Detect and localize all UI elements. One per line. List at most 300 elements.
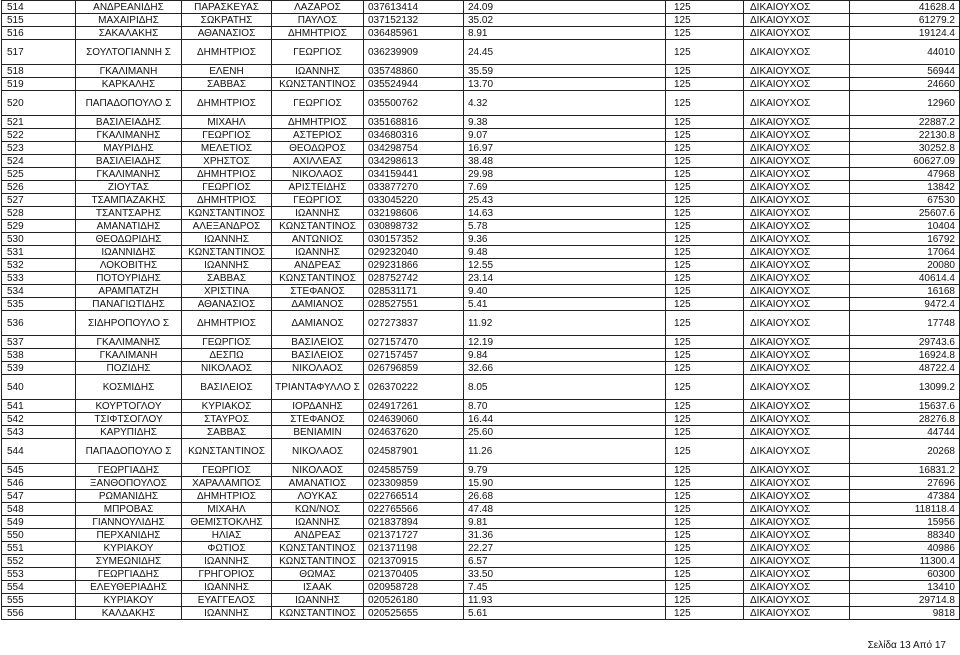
cell-count: 125: [666, 65, 744, 78]
cell-count: 125: [666, 607, 744, 620]
table-row: [2, 490, 960, 503]
cell-type: ΔΙΚΑΙΟΥΧΟΣ: [744, 65, 850, 78]
cell-count: 125: [666, 555, 744, 568]
table-row: [2, 529, 960, 542]
cell-count: 125: [666, 426, 744, 439]
cell-surname: ΕΛΕΥΘΕΡΙΑΔΗΣ: [76, 581, 182, 594]
table-row: [2, 259, 960, 272]
cell-num: 535: [2, 298, 76, 311]
cell-decimal: 9.84: [464, 349, 666, 362]
cell-num: 545: [2, 464, 76, 477]
cell-count: 125: [666, 246, 744, 259]
cell-father: ΘΩΜΑΣ: [272, 568, 364, 581]
table-row: [2, 400, 960, 413]
cell-code: 021370915: [364, 555, 464, 568]
cell-num: 548: [2, 503, 76, 516]
cell-type: ΔΙΚΑΙΟΥΧΟΣ: [744, 516, 850, 529]
cell-num: 523: [2, 142, 76, 155]
cell-decimal: 24.09: [464, 1, 666, 14]
cell-surname: ΓΚΑΛΙΜΑΝΗ: [76, 349, 182, 362]
table-row: [2, 246, 960, 259]
cell-decimal: 25.60: [464, 426, 666, 439]
cell-amount: 22887.2: [850, 116, 960, 129]
table-row: [2, 142, 960, 155]
page-footer: Σελίδα 13 Από 17: [867, 640, 946, 651]
cell-amount: 44744: [850, 426, 960, 439]
cell-type: ΔΙΚΑΙΟΥΧΟΣ: [744, 490, 850, 503]
cell-code: 028527551: [364, 298, 464, 311]
cell-amount: 15637.6: [850, 400, 960, 413]
table-row: [2, 285, 960, 298]
cell-amount: 9818: [850, 607, 960, 620]
table-row: [2, 542, 960, 555]
cell-father: ΙΣΑΑΚ: [272, 581, 364, 594]
cell-type: ΔΙΚΑΙΟΥΧΟΣ: [744, 207, 850, 220]
cell-num: 544: [2, 439, 76, 464]
cell-father: ΚΩΝ/ΝΟΣ: [272, 503, 364, 516]
cell-num: 527: [2, 194, 76, 207]
cell-num: 521: [2, 116, 76, 129]
cell-num: 525: [2, 168, 76, 181]
table-row: [2, 581, 960, 594]
cell-decimal: 35.02: [464, 14, 666, 27]
cell-father: ΘΕΟΔΩΡΟΣ: [272, 142, 364, 155]
table-row: [2, 503, 960, 516]
cell-amount: 9472.4: [850, 298, 960, 311]
cell-father: ΑΝΤΩΝΙΟΣ: [272, 233, 364, 246]
cell-father: ΔΑΜΙΑΝΟΣ: [272, 311, 364, 336]
cell-num: 514: [2, 1, 76, 14]
cell-amount: 60300: [850, 568, 960, 581]
cell-type: ΔΙΚΑΙΟΥΧΟΣ: [744, 594, 850, 607]
cell-father: ΒΑΣΙΛΕΙΟΣ: [272, 336, 364, 349]
table-row: [2, 155, 960, 168]
cell-decimal: 26.68: [464, 490, 666, 503]
cell-num: 516: [2, 27, 76, 40]
table-row: [2, 464, 960, 477]
cell-father: ΝΙΚΟΛΑΟΣ: [272, 439, 364, 464]
cell-father: ΓΕΩΡΓΙΟΣ: [272, 40, 364, 65]
cell-num: 552: [2, 555, 76, 568]
cell-name: ΗΛΙΑΣ: [182, 529, 272, 542]
cell-count: 125: [666, 272, 744, 285]
cell-decimal: 7.69: [464, 181, 666, 194]
cell-count: 125: [666, 233, 744, 246]
cell-name: ΔΗΜΗΤΡΙΟΣ: [182, 194, 272, 207]
cell-code: 035168816: [364, 116, 464, 129]
cell-type: ΔΙΚΑΙΟΥΧΟΣ: [744, 607, 850, 620]
cell-code: 024587901: [364, 439, 464, 464]
cell-type: ΔΙΚΑΙΟΥΧΟΣ: [744, 78, 850, 91]
cell-name: ΔΗΜΗΤΡΙΟΣ: [182, 40, 272, 65]
cell-count: 125: [666, 78, 744, 91]
cell-num: 522: [2, 129, 76, 142]
cell-decimal: 33.50: [464, 568, 666, 581]
cell-name: ΙΩΑΝΝΗΣ: [182, 233, 272, 246]
cell-father: ΙΟΡΔΑΝΗΣ: [272, 400, 364, 413]
cell-father: ΙΩΑΝΝΗΣ: [272, 594, 364, 607]
cell-code: 037613414: [364, 1, 464, 14]
table-row: [2, 233, 960, 246]
cell-father: ΑΧΙΛΛΕΑΣ: [272, 155, 364, 168]
cell-surname: ΚΑΛΔΑΚΗΣ: [76, 607, 182, 620]
cell-type: ΔΙΚΑΙΟΥΧΟΣ: [744, 1, 850, 14]
cell-code: 026796859: [364, 362, 464, 375]
cell-father: ΔΗΜΗΤΡΙΟΣ: [272, 116, 364, 129]
cell-father: ΑΡΙΣΤΕΙΔΗΣ: [272, 181, 364, 194]
table-row: [2, 607, 960, 620]
table-row: [2, 207, 960, 220]
cell-surname: ΓΙΑΝΝΟΥΛΙΔΗΣ: [76, 516, 182, 529]
cell-code: 035500762: [364, 91, 464, 116]
cell-name: ΝΙΚΟΛΑΟΣ: [182, 362, 272, 375]
cell-decimal: 16.44: [464, 413, 666, 426]
cell-name: ΙΩΑΝΝΗΣ: [182, 259, 272, 272]
cell-name: ΧΑΡΑΛΑΜΠΟΣ: [182, 477, 272, 490]
table-row: [2, 594, 960, 607]
table-row: [2, 439, 960, 464]
cell-decimal: 6.57: [464, 555, 666, 568]
cell-amount: 22130.8: [850, 129, 960, 142]
cell-num: 534: [2, 285, 76, 298]
cell-code: 022766514: [364, 490, 464, 503]
cell-father: ΒΑΣΙΛΕΙΟΣ: [272, 349, 364, 362]
table-row: [2, 426, 960, 439]
cell-decimal: 11.92: [464, 311, 666, 336]
cell-amount: 10404: [850, 220, 960, 233]
cell-father: ΠΑΥΛΟΣ: [272, 14, 364, 27]
cell-amount: 61279.2: [850, 14, 960, 27]
cell-count: 125: [666, 207, 744, 220]
table-row: [2, 272, 960, 285]
cell-name: ΣΩΚΡΑΤΗΣ: [182, 14, 272, 27]
table-row: [2, 168, 960, 181]
cell-surname: ΒΑΣΙΛΕΙΑΔΗΣ: [76, 155, 182, 168]
cell-count: 125: [666, 194, 744, 207]
cell-type: ΔΙΚΑΙΟΥΧΟΣ: [744, 362, 850, 375]
cell-num: 551: [2, 542, 76, 555]
cell-decimal: 16.97: [464, 142, 666, 155]
cell-num: 518: [2, 65, 76, 78]
cell-type: ΔΙΚΑΙΟΥΧΟΣ: [744, 272, 850, 285]
cell-decimal: 4.32: [464, 91, 666, 116]
cell-father: ΝΙΚΟΛΑΟΣ: [272, 168, 364, 181]
cell-father: ΓΕΩΡΓΙΟΣ: [272, 91, 364, 116]
table-row: [2, 91, 960, 116]
cell-surname: ΚΥΡΙΑΚΟΥ: [76, 542, 182, 555]
cell-father: ΝΙΚΟΛΑΟΣ: [272, 362, 364, 375]
cell-code: 024585759: [364, 464, 464, 477]
cell-name: ΓΕΩΡΓΙΟΣ: [182, 336, 272, 349]
cell-name: ΣΤΑΥΡΟΣ: [182, 413, 272, 426]
cell-count: 125: [666, 542, 744, 555]
cell-name: ΕΛΕΝΗ: [182, 65, 272, 78]
cell-amount: 13410: [850, 581, 960, 594]
table-body: [2, 1, 960, 620]
cell-count: 125: [666, 181, 744, 194]
table-row: [2, 14, 960, 27]
table-row: [2, 220, 960, 233]
cell-amount: 47384: [850, 490, 960, 503]
cell-name: ΜΕΛΕΤΙΟΣ: [182, 142, 272, 155]
cell-type: ΔΙΚΑΙΟΥΧΟΣ: [744, 375, 850, 400]
cell-code: 028752742: [364, 272, 464, 285]
cell-name: ΔΕΣΠΩ: [182, 349, 272, 362]
cell-code: 037152132: [364, 14, 464, 27]
cell-name: ΓΕΩΡΓΙΟΣ: [182, 181, 272, 194]
cell-decimal: 38.48: [464, 155, 666, 168]
cell-num: 531: [2, 246, 76, 259]
cell-surname: ΠΑΠΑΔΟΠΟΥΛΟ Σ: [76, 91, 182, 116]
cell-type: ΔΙΚΑΙΟΥΧΟΣ: [744, 464, 850, 477]
cell-surname: ΠΑΠΑΔΟΠΟΥΛΟ Σ: [76, 439, 182, 464]
cell-num: 554: [2, 581, 76, 594]
cell-code: 020526180: [364, 594, 464, 607]
cell-name: ΣΑΒΒΑΣ: [182, 426, 272, 439]
cell-type: ΔΙΚΑΙΟΥΧΟΣ: [744, 194, 850, 207]
table-row: [2, 413, 960, 426]
cell-amount: 19124.4: [850, 27, 960, 40]
cell-amount: 67530: [850, 194, 960, 207]
cell-type: ΔΙΚΑΙΟΥΧΟΣ: [744, 529, 850, 542]
cell-amount: 56944: [850, 65, 960, 78]
cell-amount: 16924.8: [850, 349, 960, 362]
table-row: [2, 375, 960, 400]
cell-count: 125: [666, 336, 744, 349]
cell-amount: 29743.6: [850, 336, 960, 349]
cell-name: ΓΡΗΓΟΡΙΟΣ: [182, 568, 272, 581]
table-row: [2, 555, 960, 568]
cell-num: 532: [2, 259, 76, 272]
cell-type: ΔΙΚΑΙΟΥΧΟΣ: [744, 220, 850, 233]
cell-father: ΑΝΔΡΕΑΣ: [272, 529, 364, 542]
cell-name: ΦΩΤΙΟΣ: [182, 542, 272, 555]
cell-amount: 15956: [850, 516, 960, 529]
cell-decimal: 5.61: [464, 607, 666, 620]
cell-code: 022765566: [364, 503, 464, 516]
cell-decimal: 9.07: [464, 129, 666, 142]
cell-father: ΓΕΩΡΓΙΟΣ: [272, 194, 364, 207]
cell-father: ΤΡΙΑΝΤΑΦΥΛΛΟ Σ: [272, 375, 364, 400]
cell-father: ΑΣΤΕΡΙΟΣ: [272, 129, 364, 142]
cell-type: ΔΙΚΑΙΟΥΧΟΣ: [744, 400, 850, 413]
cell-name: ΔΗΜΗΤΡΙΟΣ: [182, 311, 272, 336]
cell-father: ΛΟΥΚΑΣ: [272, 490, 364, 503]
cell-decimal: 11.26: [464, 439, 666, 464]
cell-type: ΔΙΚΑΙΟΥΧΟΣ: [744, 91, 850, 116]
cell-type: ΔΙΚΑΙΟΥΧΟΣ: [744, 40, 850, 65]
cell-type: ΔΙΚΑΙΟΥΧΟΣ: [744, 298, 850, 311]
cell-decimal: 31.36: [464, 529, 666, 542]
cell-surname: ΓΚΑΛΙΜΑΝΗΣ: [76, 336, 182, 349]
cell-decimal: 12.19: [464, 336, 666, 349]
cell-father: ΛΑΖΑΡΟΣ: [272, 1, 364, 14]
cell-surname: ΑΝΔΡΕΑΝΙΔΗΣ: [76, 1, 182, 14]
cell-num: 530: [2, 233, 76, 246]
cell-father: ΚΩΝΣΤΑΝΤΙΝΟΣ: [272, 78, 364, 91]
cell-surname: ΓΕΩΡΓΙΑΔΗΣ: [76, 568, 182, 581]
cell-amount: 29714.8: [850, 594, 960, 607]
cell-surname: ΒΑΣΙΛΕΙΑΔΗΣ: [76, 116, 182, 129]
cell-count: 125: [666, 362, 744, 375]
cell-name: ΔΗΜΗΤΡΙΟΣ: [182, 91, 272, 116]
cell-type: ΔΙΚΑΙΟΥΧΟΣ: [744, 555, 850, 568]
cell-amount: 20268: [850, 439, 960, 464]
cell-count: 125: [666, 400, 744, 413]
cell-num: 539: [2, 362, 76, 375]
cell-name: ΙΩΑΝΝΗΣ: [182, 607, 272, 620]
cell-name: ΚΩΝΣΤΑΝΤΙΝΟΣ: [182, 207, 272, 220]
cell-father: ΚΩΝΣΤΑΝΤΙΝΟΣ: [272, 220, 364, 233]
cell-name: ΚΥΡΙΑΚΟΣ: [182, 400, 272, 413]
cell-num: 529: [2, 220, 76, 233]
cell-surname: ΑΜΑΝΑΤΙΔΗΣ: [76, 220, 182, 233]
cell-type: ΔΙΚΑΙΟΥΧΟΣ: [744, 439, 850, 464]
cell-decimal: 8.05: [464, 375, 666, 400]
cell-num: 537: [2, 336, 76, 349]
table-row: [2, 568, 960, 581]
cell-decimal: 13.70: [464, 78, 666, 91]
cell-type: ΔΙΚΑΙΟΥΧΟΣ: [744, 311, 850, 336]
cell-amount: 16831.2: [850, 464, 960, 477]
cell-count: 125: [666, 581, 744, 594]
cell-type: ΔΙΚΑΙΟΥΧΟΣ: [744, 542, 850, 555]
cell-father: ΙΩΑΝΝΗΣ: [272, 207, 364, 220]
cell-num: 547: [2, 490, 76, 503]
cell-count: 125: [666, 259, 744, 272]
cell-surname: ΚΥΡΙΑΚΟΥ: [76, 594, 182, 607]
cell-amount: 88340: [850, 529, 960, 542]
cell-name: ΠΑΡΑΣΚΕΥΑΣ: [182, 1, 272, 14]
table-row: [2, 194, 960, 207]
cell-amount: 13099.2: [850, 375, 960, 400]
cell-amount: 44010: [850, 40, 960, 65]
cell-code: 034298613: [364, 155, 464, 168]
cell-count: 125: [666, 40, 744, 65]
cell-decimal: 7.45: [464, 581, 666, 594]
table-row: [2, 181, 960, 194]
cell-count: 125: [666, 168, 744, 181]
cell-count: 125: [666, 91, 744, 116]
cell-father: ΑΜΑΝΑΤΙΟΣ: [272, 477, 364, 490]
cell-name: ΔΗΜΗΤΡΙΟΣ: [182, 168, 272, 181]
cell-father: ΙΩΑΝΝΗΣ: [272, 65, 364, 78]
cell-father: ΚΩΝΣΤΑΝΤΙΝΟΣ: [272, 607, 364, 620]
cell-num: 550: [2, 529, 76, 542]
cell-father: ΔΑΜΙΑΝΟΣ: [272, 298, 364, 311]
cell-code: 029231866: [364, 259, 464, 272]
cell-amount: 12960: [850, 91, 960, 116]
cell-name: ΔΗΜΗΤΡΙΟΣ: [182, 490, 272, 503]
cell-num: 540: [2, 375, 76, 400]
cell-type: ΔΙΚΑΙΟΥΧΟΣ: [744, 246, 850, 259]
cell-type: ΔΙΚΑΙΟΥΧΟΣ: [744, 168, 850, 181]
cell-type: ΔΙΚΑΙΟΥΧΟΣ: [744, 285, 850, 298]
cell-type: ΔΙΚΑΙΟΥΧΟΣ: [744, 14, 850, 27]
cell-count: 125: [666, 594, 744, 607]
table-row: [2, 311, 960, 336]
cell-father: ΣΤΕΦΑΝΟΣ: [272, 285, 364, 298]
cell-father: ΔΗΜΗΤΡΙΟΣ: [272, 27, 364, 40]
cell-surname: ΠΟΤΟΥΡΙΔΗΣ: [76, 272, 182, 285]
cell-amount: 48722.4: [850, 362, 960, 375]
cell-type: ΔΙΚΑΙΟΥΧΟΣ: [744, 581, 850, 594]
cell-code: 033045220: [364, 194, 464, 207]
cell-type: ΔΙΚΑΙΟΥΧΟΣ: [744, 413, 850, 426]
cell-count: 125: [666, 490, 744, 503]
cell-code: 036485961: [364, 27, 464, 40]
cell-code: 034298754: [364, 142, 464, 155]
cell-code: 032198606: [364, 207, 464, 220]
cell-num: 533: [2, 272, 76, 285]
cell-father: ΑΝΔΡΕΑΣ: [272, 259, 364, 272]
cell-num: 536: [2, 311, 76, 336]
cell-count: 125: [666, 116, 744, 129]
cell-surname: ΣΟΥΛΤΟΓΙΑΝΝΗ Σ: [76, 40, 182, 65]
cell-type: ΔΙΚΑΙΟΥΧΟΣ: [744, 142, 850, 155]
cell-amount: 16168: [850, 285, 960, 298]
cell-decimal: 29.98: [464, 168, 666, 181]
cell-num: 553: [2, 568, 76, 581]
cell-num: 541: [2, 400, 76, 413]
cell-count: 125: [666, 14, 744, 27]
cell-code: 020958728: [364, 581, 464, 594]
cell-surname: ΞΑΝΘΟΠΟΥΛΟΣ: [76, 477, 182, 490]
table-row: [2, 349, 960, 362]
cell-count: 125: [666, 142, 744, 155]
cell-surname: ΚΟΣΜΙΔΗΣ: [76, 375, 182, 400]
cell-surname: ΜΠΡΟΒΑΣ: [76, 503, 182, 516]
cell-code: 030898732: [364, 220, 464, 233]
beneficiary-table: [1, 0, 960, 620]
cell-num: 524: [2, 155, 76, 168]
cell-count: 125: [666, 1, 744, 14]
cell-count: 125: [666, 503, 744, 516]
cell-code: 030157352: [364, 233, 464, 246]
cell-surname: ΤΣΑΝΤΣΑΡΗΣ: [76, 207, 182, 220]
table-row: [2, 362, 960, 375]
cell-amount: 41628.4: [850, 1, 960, 14]
cell-name: ΓΕΩΡΓΙΟΣ: [182, 129, 272, 142]
cell-count: 125: [666, 439, 744, 464]
cell-name: ΙΩΑΝΝΗΣ: [182, 555, 272, 568]
cell-count: 125: [666, 155, 744, 168]
cell-surname: ΖΙΟΥΤΑΣ: [76, 181, 182, 194]
cell-surname: ΠΑΝΑΓΙΩΤΙΔΗΣ: [76, 298, 182, 311]
cell-num: 555: [2, 594, 76, 607]
cell-count: 125: [666, 529, 744, 542]
cell-decimal: 22.27: [464, 542, 666, 555]
cell-surname: ΓΚΑΛΙΜΑΝΗΣ: [76, 168, 182, 181]
cell-code: 027273837: [364, 311, 464, 336]
cell-surname: ΓΕΩΡΓΙΑΔΗΣ: [76, 464, 182, 477]
cell-decimal: 24.45: [464, 40, 666, 65]
cell-surname: ΤΣΑΜΠΑΖΑΚΗΣ: [76, 194, 182, 207]
cell-decimal: 11.93: [464, 594, 666, 607]
cell-father: ΚΩΝΣΤΑΝΤΙΝΟΣ: [272, 542, 364, 555]
cell-surname: ΠΟΖΙΔΗΣ: [76, 362, 182, 375]
cell-count: 125: [666, 311, 744, 336]
cell-amount: 28276.8: [850, 413, 960, 426]
cell-decimal: 14.63: [464, 207, 666, 220]
cell-num: 538: [2, 349, 76, 362]
cell-name: ΜΙΧΑΗΛ: [182, 503, 272, 516]
cell-name: ΙΩΑΝΝΗΣ: [182, 581, 272, 594]
cell-father: ΣΤΕΦΑΝΟΣ: [272, 413, 364, 426]
cell-code: 029232040: [364, 246, 464, 259]
cell-num: 526: [2, 181, 76, 194]
cell-amount: 25607.6: [850, 207, 960, 220]
